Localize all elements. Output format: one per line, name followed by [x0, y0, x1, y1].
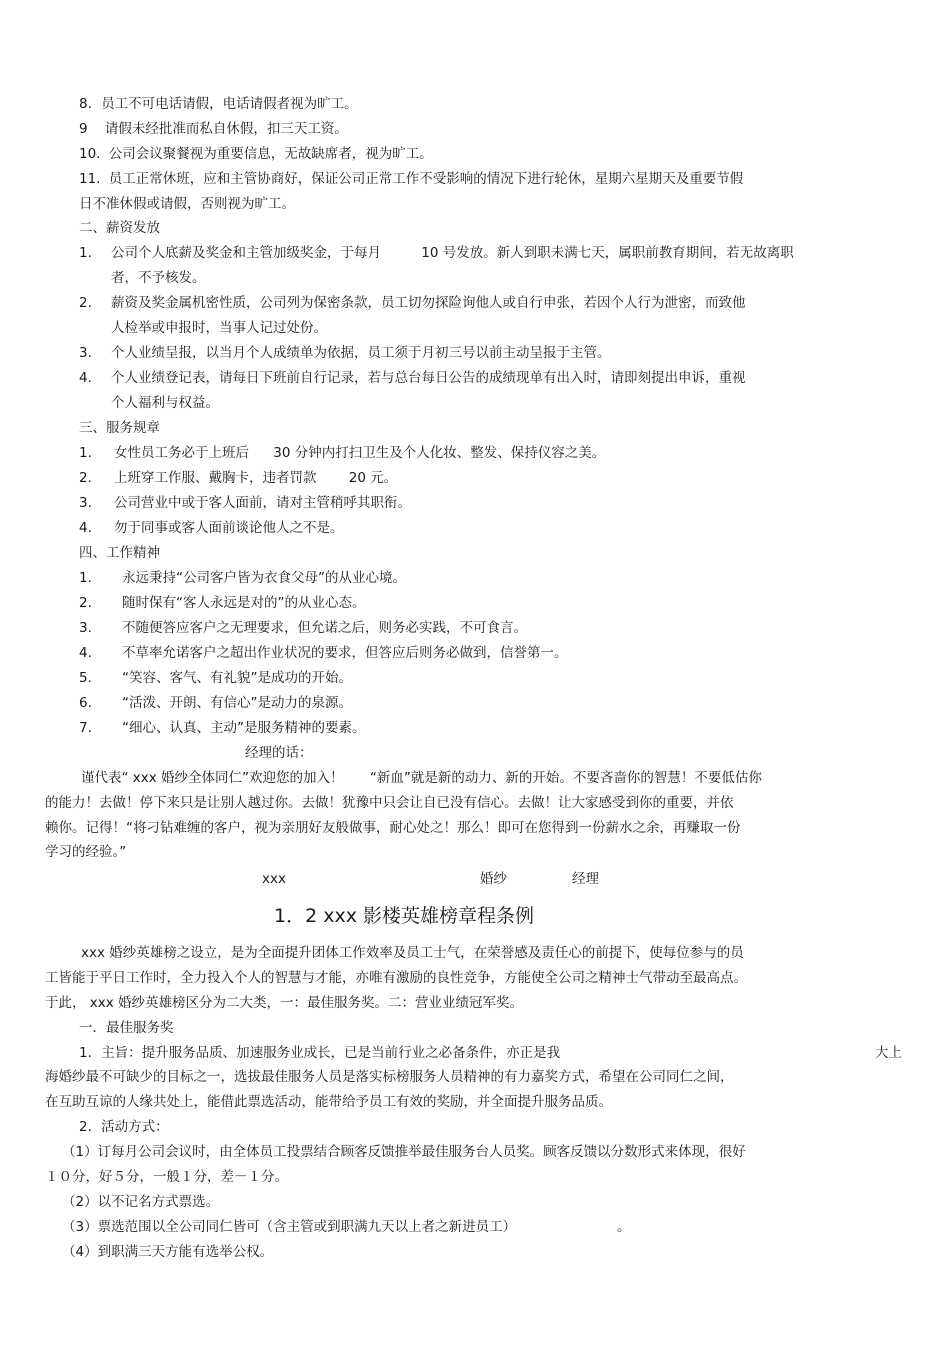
rule-item-8 — [79, 95, 358, 113]
award-method-1-continuation: １０分，好５分，一般１分，差－１分。 — [45, 1169, 288, 1185]
intro-line-3: 于此， xxx 婚纱英雄榜区分为二大类，一：最佳服务奖。二：营业业绩冠军奖。 — [45, 995, 524, 1011]
spirit-item-number: 1. — [79, 570, 92, 586]
spirit-item-4: 不草率允诺客户之超出作业状况的要求，但答应后则务必做到，信誉第一。 — [122, 645, 568, 661]
rule-number: 10. — [79, 146, 101, 162]
rule-text: 请假未经批准而私自休假，扣三天工资。 — [104, 121, 348, 137]
salary-item-number: 3. — [79, 345, 92, 361]
service-item-4: 勿于同事或客人面前谈论他人之不是。 — [114, 520, 344, 536]
salary-item-2-continuation: 人检举或申报时，当事人记过处份。 — [111, 320, 327, 336]
salary-item-2: 薪资及奖金属机密性质，公司列为保密条款，员工切勿探险询他人或自行申张，若因个人行为泄密，而致他 — [111, 295, 746, 311]
award-method-3-end: 。 — [617, 1219, 631, 1235]
rule-item-10 — [79, 145, 433, 163]
award-method-heading: 2．活动方式： — [79, 1119, 169, 1135]
section-title: 1．2 xxx 影楼英雄榜章程条例 — [274, 905, 534, 927]
award-purpose-line-2: 海婚纱最不可缺少的目标之一，选拔最佳服务人员是落实标榜服务人员精神的有力嘉奖方式，希望在公司同仁之间， — [45, 1069, 734, 1085]
spirit-item-7: “细心、认真、主动”是服务精神的要素。 — [122, 720, 366, 736]
rule-number: 11. — [79, 171, 101, 187]
manager-paragraph-line-2: 的能力！去做！停下来只是让别人越过你。去做！犹豫中只会让自已没有信心。去做！让大家感受到你的重要，并依 — [45, 795, 734, 811]
rule-item-11 — [79, 170, 743, 188]
intro-line-1: xxx 婚纱英雄榜之设立，是为全面提升团体工作效率及员工士气，在荣誉感及责任心的前提下，使每位参与的员 — [81, 945, 744, 961]
rule-number: 9 — [79, 121, 88, 137]
service-item-number: 1. — [79, 445, 92, 461]
salary-item-1-continuation: 者，不予核发。 — [111, 270, 206, 286]
salary-item-4: 个人业绩登记表，请每日下班前自行记录，若与总台每日公告的成绩现单有出入时，请即刻提出申诉，重视 — [111, 370, 746, 386]
manager-heading: 经理的话： — [245, 745, 313, 761]
rule-text: 公司会议聚餐视为重要信息，无故缺席者，视为旷工。 — [108, 146, 433, 162]
award-method-1: （1）订每月公司会议时，由全体员工投票结合顾客反馈推举最佳服务台人员奖。顾客反馈以分数形式来体现，很好 — [62, 1144, 746, 1160]
salary-item-3: 个人业绩呈报，以当月个人成绩单为依据，员工须于月初三号以前主动呈报于主管。 — [111, 345, 611, 361]
award-method-4: （4）到职满三天方能有选举公权。 — [62, 1244, 274, 1260]
spirit-item-number: 5. — [79, 670, 92, 686]
service-item-2 — [114, 469, 397, 487]
salary-item-number: 1. — [79, 245, 92, 261]
service-item-number: 4. — [79, 520, 92, 536]
award-purpose-line-1: 1．主旨：提升服务品质、加速服务业成长，已是当前行业之必备条件，亦正是我 — [79, 1045, 561, 1061]
spirit-item-number: 6. — [79, 695, 92, 711]
spirit-item-6: “活泼、开朗、有信心”是动力的泉源。 — [122, 695, 352, 711]
service-item-number: 2. — [79, 470, 92, 486]
spirit-item-number: 3. — [79, 620, 92, 636]
salary-heading: 二、薪资发放 — [79, 220, 160, 236]
salary-item-1 — [111, 244, 794, 262]
award-heading: 一．最佳服务奖 — [79, 1020, 174, 1036]
award-purpose-line-1-end: 大上 — [875, 1045, 902, 1061]
salary-item-4-continuation: 个人福利与权益。 — [111, 395, 219, 411]
salary-item-number: 2. — [79, 295, 92, 311]
service-item-text-2: 20 元。 — [348, 470, 398, 486]
spirit-item-2: 随时保有“客人永远是对的”的从业心态。 — [122, 595, 366, 611]
award-method-2: （2）以不记名方式票选。 — [62, 1194, 220, 1210]
manager-paragraph-line-4: 学习的经验。” — [45, 844, 127, 860]
spirit-item-1: 永远秉持“公司客户皆为衣食父母”的从业心境。 — [122, 570, 406, 586]
rule-item-9 — [79, 120, 348, 138]
manager-paragraph-line-3: 赖你。记得！“将刁钻难缠的客户，视为亲朋好友般做事，耐心处之！那么！即可在您得到一份薪水之余，再赚取一份 — [45, 820, 741, 836]
service-item-text: 上班穿工作服、戴胸卡，违者罚款 — [114, 470, 317, 486]
award-purpose-line-3: 在互助互谅的人缘共处上，能借此票选活动，能带给予员工有效的奖励，并全面提升服务品质。 — [45, 1094, 612, 1110]
service-item-text-2: 30 分钟内打扫卫生及个人化妆、整发、保持仪容之美。 — [273, 445, 606, 461]
intro-line-2: 工皆能于平日工作时，全力投入个人的智慧与才能，亦唯有激励的良性竞争，方能使全公司之精神士气带动至最高点。 — [45, 970, 747, 986]
service-item-number: 3. — [79, 495, 92, 511]
award-method-3: （3）票选范围以全公司同仁皆可（含主管或到职满九天以上者之新进员工） — [62, 1219, 517, 1235]
service-item-3: 公司营业中或于客人面前，请对主管稍呼其职衔。 — [114, 495, 411, 511]
service-item-1 — [114, 444, 605, 462]
signature-role: 经理 — [572, 871, 599, 887]
signature-company: xxx — [262, 871, 286, 887]
spirit-item-number: 2. — [79, 595, 92, 611]
service-heading: 三、服务规章 — [79, 420, 160, 436]
spirit-heading: 四、工作精神 — [79, 545, 160, 561]
signature-type: 婚纱 — [480, 871, 507, 887]
spirit-item-number: 7. — [79, 720, 92, 736]
salary-item-text: 公司个人底薪及奖金和主管加级奖金，于每月 — [111, 245, 381, 261]
rule-text: 员工正常休班，应和主管协商好，保证公司正常工作不受影响的情况下进行轮休，星期六星期天及重要节假 — [108, 171, 744, 187]
spirit-item-number: 4. — [79, 645, 92, 661]
rule-text: 员工不可电话请假，电话请假者视为旷工。 — [101, 96, 358, 112]
manager-text-2: “新血”就是新的动力、新的开始。不要吝啬你的智慧！不要低估你 — [369, 770, 762, 786]
salary-item-text-2: 10 号发放。新人到职未满七天，属职前教育期间，若无故离职 — [421, 245, 794, 261]
rule-number: 8. — [79, 96, 92, 112]
manager-text: 谨代表“ xxx 婚纱全体同仁”欢迎您的加入！ — [81, 770, 344, 786]
spirit-item-3: 不随便答应客户之无理要求，但允诺之后，则务必实践，不可食言。 — [122, 620, 527, 636]
salary-item-number: 4. — [79, 370, 92, 386]
spirit-item-5: “笑容、客气、有礼貌”是成功的开始。 — [122, 670, 352, 686]
service-item-text: 女性员工务必于上班后 — [114, 445, 249, 461]
manager-paragraph-line-1 — [81, 769, 762, 787]
rule-item-11-continuation: 日不准休假或请假，否则视为旷工。 — [79, 196, 295, 212]
